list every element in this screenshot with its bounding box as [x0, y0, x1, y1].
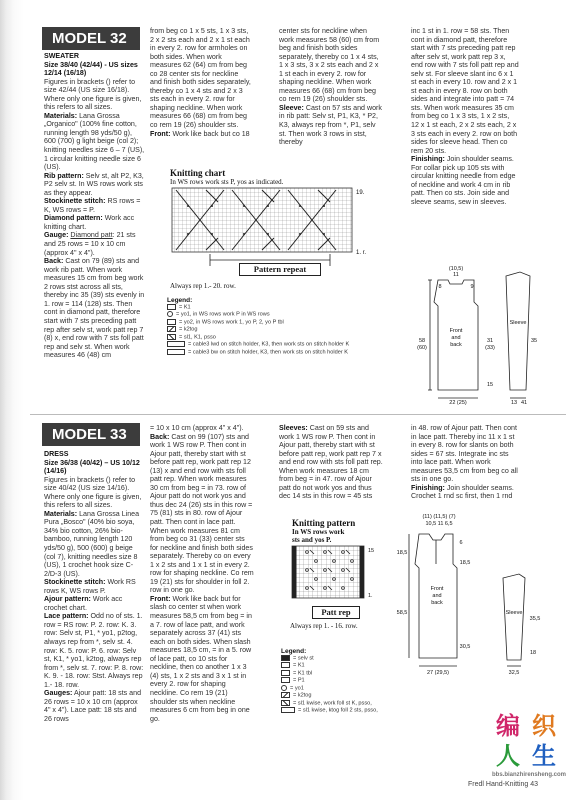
sch-d305: 30,5	[459, 644, 471, 650]
model32-column-3	[279, 27, 383, 157]
svg-text:人: 人	[496, 743, 520, 770]
sch-bottom: 27 (29,5)	[426, 670, 450, 676]
sch-d6: 6	[459, 540, 463, 546]
legend-item-p1: = P1	[281, 677, 421, 684]
model32-column-1	[44, 52, 145, 420]
watermark-logo	[492, 706, 572, 783]
legend-item-yo1: = yo1, in WS rows work P in WS rows	[167, 311, 367, 318]
legend-item-cable-bwd: = cable3 bw on stitch holder, K3, then work sts on stitch holder K	[167, 349, 367, 356]
watermark-glyphs	[492, 706, 572, 778]
model33-column-1	[44, 450, 145, 785]
sch-s355: 35,5	[529, 616, 541, 622]
model33-schematic	[395, 508, 555, 678]
sch-sb1: 13	[510, 400, 518, 406]
sch-h60: (60)	[417, 345, 427, 351]
sch-31: 31	[486, 338, 494, 344]
sch-s18: 18	[529, 650, 537, 656]
sch-m1: 8	[438, 284, 442, 290]
sch-sleeve: Sleeve	[509, 320, 527, 326]
sch-back: back	[450, 342, 462, 348]
model32-legend	[167, 297, 367, 356]
sch-h58: 58	[418, 338, 426, 344]
legend-item-yo2: = yo2, in WS rows work 1, yo P, 2, yo P tbl	[167, 319, 367, 326]
model33-column-4	[411, 424, 519, 501]
model32-always-repeat: Always rep 1.- 20. row.	[170, 282, 236, 290]
sch-d585: 58,5	[396, 610, 408, 616]
chart-sub1: In WS rows work	[292, 528, 345, 536]
legend-item-sl1-k2tog-psso: = sl1 kwise, ktog foll 2 sts, psso,	[281, 707, 421, 714]
sch-sbot: 32,5	[508, 670, 520, 676]
sch-front: Front	[449, 328, 463, 334]
legend-item-k2tog: = k2tog	[167, 326, 367, 333]
gauges-paragraph: Gauges: Ajour patt: 18 sts and 26 rows = 10 x 10 cm (approx 4" x 4"). Lace patt: 18 sts and 26 rows	[44, 689, 142, 723]
chart-row-1: 1. r.	[356, 250, 367, 256]
sch-d185a: 18,5	[396, 550, 408, 556]
legend-title: Legend:	[281, 648, 307, 655]
back-paragraph: Back: Cast on 79 (89) sts and work rib patt. When work measures 15 cm from beg work 2 rows stst across all sts, thereby inc 35 (39) sts evenly in 1. row = 114 (128) sts. Then cont in diamond patt, therefore start with 7 sts preceding patt rep after selv st, work patt rep 7 (8) x, end row with 7 sts foll patt rep and selv st. When work measures 46 (48) cm	[44, 257, 145, 360]
sch-d185b: 18,5	[459, 560, 471, 566]
model32-pattern-repeat-label: Pattern repeat	[239, 263, 321, 276]
sch-s35: 35	[530, 338, 538, 344]
sch-and: and	[432, 593, 442, 599]
front-paragraph: Front: Work like back but for slash co center st when work measures 58,5 cm from beg = in a 7. row of lace patt, and work separately across 37 (41) sts each on both sides. When slash measures 18,5 cm, = in a 5. row of lace patt, co 10 sts for neckline, then co another 1 x 3 (4) sts, 1 x 2 sts and 3 x 1 st in every 2. row for shaping neckline. Co rem 19 (21) shoulder sts when neckline measures 6 cm from beg in one go.	[150, 594, 252, 723]
legend-item-yo1: = yo1	[281, 685, 421, 692]
gauge-paragraph: Gauge: Diamond patt: 21 sts and 25 rows = 10 x 10 cm (approx 4" x 4").	[44, 231, 136, 257]
sleeve-paragraph: Sleeve: Cast on 57 sts and work in rib patt: Selv st, P1, K3, * P2, K3, always rep from *, P1, selv st. Then work 3 rows in stst, thereby	[279, 103, 382, 147]
legend-item-k1: = K1	[281, 662, 421, 669]
model33-column-2	[150, 424, 254, 789]
back-paragraph: Back: Cast on 99 (107) sts and work 1 WS row P. Then cont in Ajour patt, thereby start with st before patt rep, work patt rep 12 (13) x and end row with sts foll patt rep. When work measures 30 cm from beg = in 73. row of Ajour patt do not work yos and thus dec 24 (26) sts in this row = 75 (81) sts in 80. row of Ajour patt. Then cont in lace patt. When work measures 81 cm from beg co 31 (33) center sts for neckline and finish both sides separately. Thereby co on every 1 x 2 sts and 1 x 1 st in every 2. row for shaping neckline. Co rem 19 (21) sts for shoulder in foll 2. row in one go.	[150, 432, 254, 595]
sch-sb2: 41	[520, 400, 528, 406]
sizes-note: Figures in brackets () refer to size 42/44 (US size 16/18). Where only one figure is given, this refers to all sizes.	[44, 77, 142, 112]
sch-33: (33)	[485, 345, 495, 351]
rib-pattern-paragraph: Rib pattern: Selv st, alt P2, K3, P2 selv st. In WS rows work sts as they appear.	[44, 171, 144, 197]
chart-row-1: 1.	[368, 593, 373, 599]
model33-patt-rep-label: Patt rep	[312, 606, 360, 619]
finishing-paragraph: Finishing: Join shoulder seams. Crochet 1 rnd sc first, then 1 rnd	[411, 483, 514, 501]
lace-paragraph: Lace pattern: Odd no of sts. 1. row = RS row: P. 2. row: K. 3. row: Selv st, P1, * yo1, p2tog, always rep from *, selv st. 4. row: K. 5. row: P. 6. row: Selv st, K1, * yo1, k2tog, always rep from *, selv st. 7. row: P. 8. row: K. 9. - 18. row: Stst. Always rep 1.- 18. row.	[44, 612, 144, 689]
sch-m2: 9	[470, 284, 474, 290]
legend-item-k1: = K1	[167, 304, 367, 311]
model32-schematic	[410, 262, 550, 404]
legend-title: Legend:	[167, 297, 193, 304]
sch-bottom: 22 (25)	[449, 400, 467, 406]
model32-chart-grid	[170, 188, 385, 270]
chart-row-19: 19.	[356, 190, 365, 196]
sch-front: Front	[430, 586, 444, 592]
legend-item-k1tbl: = K1 tbl	[281, 670, 421, 677]
col4-text: inc 1 st in 1. row = 58 sts. Then cont in diamond patt, therefore start with 7 sts preceding patt rep after selv st, work patt rep 3 x, end row with 7 sts foll patt rep and selv st. For sleeve slant inc 6 x 1 st each in every 10. row and 2 x 1 st each in every 8. row on both sides and integrate into patt = 74 sts. When work measures 35 cm from beg co 1 x 3 sts, 1 x 2 sts, 12 x 1 st each, 2 x 2 sts each, 2 x 3 sts each in every 2. row on both sides for sleeve head. Then co rem 20 sts.	[411, 27, 519, 155]
sch-top2: 10,5 11 6,5	[425, 521, 453, 527]
col2-text: from beg co 1 x 5 sts, 1 x 3 sts, 2 x 2 sts each and 2 x 1 st each in every 2. row for armholes on both sides. When work measures 62 (64) cm from beg co 28 center sts for neckline and finish both sides separately, thereby co 1 x 4 sts and 2 x 3 sts each in every 2. row for shaping neckline. When work measures 66 (68) cm from beg co rem 19 (26) shoulder sts.	[150, 27, 251, 130]
model32-column-4	[411, 27, 519, 247]
col2-text: = 10 x 10 cm (approx 4" x 4").	[150, 424, 244, 432]
svg-text:编: 编	[496, 713, 520, 740]
materials-paragraph: Materials: Lana Grossa Linea Pura „Bosco" (40% bio soya, 34% bio cotton, 26% bio-bamboo, running length 120 yds/50 g), 500 (600) g beige (col 7), knitting needles size 8 (US), 1 crochet hook size C-2/D-3 (US).	[44, 509, 140, 578]
chart-subtitle: In WS rows work sts P, yos as indicated.	[170, 178, 284, 186]
sizes-note: Figures in brackets () refer to size 40/42 (US size 14/16). Where only one figure is given, this refers to all sizes.	[44, 475, 142, 510]
stockinette-paragraph: Stockinette stitch: Work RS rows K, WS rows P.	[44, 578, 136, 595]
page-footer: Fredl Hand-Knitting 43	[468, 781, 539, 788]
garment-type: DRESS	[44, 450, 69, 458]
sch-back: back	[431, 600, 443, 606]
legend-item-selv: = selv st	[281, 655, 421, 662]
chart-row-15: 15	[368, 548, 375, 554]
legend-item-sl1-psso: = sl1 kwise, work foll st K, psso,	[281, 700, 421, 707]
model33-always-repeat: Always rep 1. - 16. row.	[290, 622, 358, 630]
sch-15: 15	[486, 382, 494, 388]
size-info: Size 38/40 (42/44) - US sizes 12/14 (16/18)	[44, 60, 138, 78]
section-divider	[30, 414, 566, 415]
chart-title: Knitting pattern	[292, 518, 356, 528]
sch-top1: (11) (11,5) (7)	[422, 514, 456, 520]
svg-text:bbs.bianzhirensheng.com: bbs.bianzhirensheng.com	[492, 772, 567, 778]
diamond-pattern-paragraph: Diamond pattern: Work acc knitting chart.	[44, 214, 135, 231]
sleeves-paragraph: Sleeves: Cast on 59 sts and work 1 WS row P. Then cont in Ajour patt, thereby start with st before patt rep, work patt rep 7 x and end row with sts foll patt rep. When work measures 18 cm from beg = in 47. row of Ajour patt do not work yos and thus dec 14 sts in this row = 45 sts	[279, 424, 383, 501]
ajour-paragraph: Ajour pattern: Work acc crochet chart.	[44, 595, 123, 612]
model33-knitting-pattern	[292, 518, 402, 544]
chart-title: Knitting chart	[170, 168, 226, 178]
model32-column-2	[150, 27, 252, 157]
finishing-paragraph: Finishing: Join shoulder seams. For collar pick up 105 sts with circular knitting needle from edge of neckline and work 4 cm in rib patt. Then co sts. Join side and sleeve seams, sew in sleeves.	[411, 155, 516, 206]
front-paragraph: Front: Work like back but co 18	[150, 129, 250, 138]
materials-paragraph: Materials: Lana Grossa „Organico" (100% fine cotton, running length 98 yds/50 g), 600 (700) g light beige (col 2); knitting needles size 6 – 7 (US), 1 circular knitting needle size 6 (US).	[44, 111, 145, 172]
chart-sub2: sts and yos P.	[292, 536, 332, 544]
svg-text:生: 生	[532, 743, 556, 770]
svg-text:织: 织	[532, 713, 556, 740]
sch-top1: (10,5)	[448, 266, 464, 272]
legend-item-cable-fwd: = cable3 lwd on stitch holder, K3, then work sts on stitch holder K	[167, 341, 367, 348]
stockinette-paragraph: Stockinette stitch: RS rows = K, WS rows = P.	[44, 197, 141, 214]
size-info: Size 36/38 (40/42) – US 10/12 (14/16)	[44, 458, 140, 476]
legend-item-k2tog: = k2tog	[281, 692, 421, 699]
col4-text: in 48. row of Ajour patt. Then cont in lace patt. Thereby inc 11 x 1 st in every 8. row for slants on both sides = 67 sts. Integrate inc sts into lace patt. When work measures 53,5 cm from beg co all sts in one go.	[411, 424, 518, 484]
sch-and: and	[451, 335, 461, 341]
sch-sleeve: Sleeve	[505, 610, 523, 616]
sch-top2: 11	[453, 272, 459, 278]
model33-chart-grid	[290, 546, 386, 614]
model32-header: MODEL 32	[42, 27, 140, 50]
garment-type: SWEATER	[44, 52, 79, 60]
legend-item-sl1: = sl1, K1, psso	[167, 334, 367, 341]
col3-text: center sts for neckline when work measures 58 (60) cm from beg and finish both sides separately, thereby co 1 x 4 sts, 1 x 3 sts, 3 x 2 sts each and 2 x 1 st each in every 2. row for shaping neckline. When work measures 66 (68) cm from beg co rem 19 (26) shoulder sts.	[279, 27, 380, 104]
model33-header: MODEL 33	[42, 423, 140, 446]
model33-column-3	[279, 424, 385, 512]
